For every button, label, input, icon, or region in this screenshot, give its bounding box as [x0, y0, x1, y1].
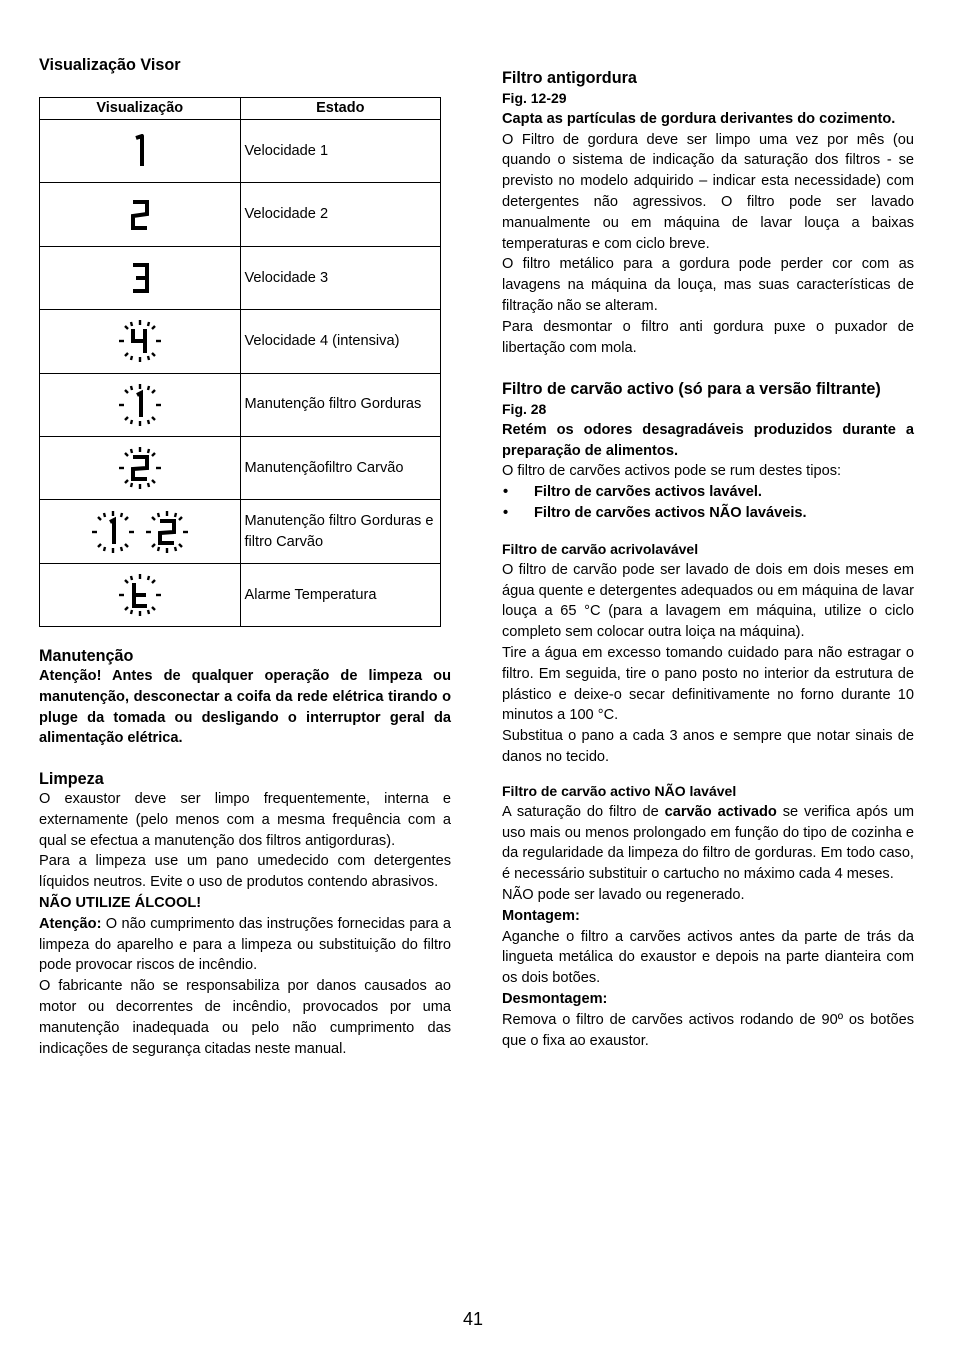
table-row	[40, 500, 441, 563]
no-alcohol-warning: NÃO UTILIZE ÁLCOOL!	[39, 894, 202, 911]
digit-2-blinking-icon	[40, 436, 241, 499]
table-row	[40, 563, 441, 626]
row-state: Manutenção filtro Gorduras	[240, 373, 441, 436]
washable-carbon-title: Filtro de carvão acrivolavável	[502, 541, 699, 557]
text-span: A saturação do filtro de	[502, 803, 665, 820]
row-state: Manutençãofiltro Carvão	[240, 436, 441, 499]
figure-reference: Fig. 12-29	[502, 90, 567, 106]
display-table	[39, 97, 441, 627]
cleaning-paragraph: O exaustor deve ser limpo frequentemente, interna e externamente (pelo menos com a mesma frequência com a qual se efectua a manutenção dos filtros antigorduras).	[39, 791, 451, 849]
activated-carbon-term: carvão activado	[664, 803, 777, 820]
table-row	[40, 246, 441, 309]
t-blinking-icon	[40, 563, 241, 626]
col-header-estado: Estado	[240, 98, 441, 120]
grease-filter-paragraph: Para desmontar o filtro anti gordura puxe o puxador de libertação com mola.	[502, 318, 914, 356]
non-washable-carbon-title: Filtro de carvão activo NÃO lavável	[502, 783, 737, 799]
digit-4-blinking-icon	[40, 310, 241, 373]
table-row	[40, 120, 441, 183]
assembly-text: Aganche o filtro a carvões activos antes da parte de trás da lingueta metálica do exaustor e depois na parte dianteira com os dois botões.	[502, 928, 914, 987]
attention-text: O não cumprimento das instruções fornecidas para a limpeza do aparelho e para a limpeza ou substituição do filtro pode provocar riscos de incêndio.	[39, 915, 451, 974]
digit-2-icon	[40, 183, 241, 246]
row-state: Alarme Temperatura	[240, 563, 441, 626]
non-washable-carbon-section	[502, 781, 914, 1051]
washable-carbon-paragraph: O filtro de carvão pode ser lavado de dois em dois meses em água quente e detergentes adequados ou em máquina de lavar louça a 65 °C (para a lavagem em máquina, utilize o ciclo completo sem colocar outra loiça na máquina).	[502, 561, 914, 641]
attention-label: Atenção:	[39, 915, 102, 932]
carbon-filter-intro: O filtro de carvões activos pode se rum destes tipos:	[502, 463, 842, 480]
list-item: • Filtro de carvões activos NÃO laváveis.	[502, 503, 914, 524]
page-number: 41	[463, 1309, 484, 1329]
grease-filter-paragraph: O Filtro de gordura deve ser limpo uma vez por mês (ou quando o sistema de indicação da saturação dos filtros - se previsto no modelo adquirido – indicar esta necessidade) com detergentes não agressivos. O filtro pode ser lavado manualmente ou em máquina de lavar louça a baixas temperaturas e com ciclo breve.	[502, 131, 914, 252]
row-state: Velocidade 3	[240, 246, 441, 309]
cleaning-paragraph: O fabricante não se responsabiliza por danos causados ao motor ou decorrentes de incêndio, provocados por uma manutenção inadequada ou pelo não cumprimento das indicações de segurança citadas neste manual.	[39, 978, 451, 1057]
grease-filter-lead: Capta as partículas de gordura derivantes do cozimento.	[502, 110, 896, 127]
maintenance-warning: Atenção! Antes de qualquer operação de limpeza ou manutenção, desconectar a coifa da rede elétrica tirando o pluge da tomada ou desligando o interruptor geral da alimentação elétrica.	[39, 668, 451, 747]
row-state: Velocidade 2	[240, 183, 441, 246]
washable-carbon-paragraph: Tire a água em excesso tomando cuidado para não estragar o filtro. Em seguida, tire o pano posto no interior da estrutura de plástico e deixe-o secar definitivamente no forno durante 10 minutos a 100 °C.	[502, 644, 914, 724]
table-row	[40, 373, 441, 436]
digits-1-2-blinking-icon	[40, 500, 241, 563]
cleaning-paragraph	[39, 914, 451, 976]
display-title: Visualização Visor	[39, 56, 181, 74]
maintenance-title: Manutenção	[39, 647, 134, 665]
grease-filter-title: Filtro antigordura	[502, 69, 637, 87]
non-washable-carbon-paragraph: NÃO pode ser lavado ou regenerado.	[502, 886, 745, 903]
washable-carbon-section	[502, 539, 914, 768]
figure-reference: Fig. 28	[502, 401, 547, 417]
col-header-visualizacao: Visualização	[40, 98, 241, 120]
row-state: Manutenção filtro Gorduras e filtro Carvão	[240, 500, 441, 563]
row-state: Velocidade 1	[240, 120, 441, 183]
non-washable-carbon-paragraph	[502, 802, 914, 885]
grease-filter-paragraph: O filtro metálico para a gordura pode perder cor com as lavagens na máquina da louça, mas suas características de filtração não se alteram.	[502, 256, 914, 314]
assembly-label: Montagem:	[502, 907, 580, 924]
list-item: • Filtro de carvões activos lavável.	[502, 482, 914, 503]
table-row	[40, 436, 441, 499]
disassembly-text: Remova o filtro de carvões activos rodando de 90º os botões que o fixa ao exaustor.	[502, 1011, 914, 1049]
carbon-filter-types-list	[502, 482, 914, 524]
cleaning-title: Limpeza	[39, 770, 104, 788]
carbon-filter-section	[502, 379, 914, 524]
row-state: Velocidade 4 (intensiva)	[240, 310, 441, 373]
digit-3-icon	[40, 246, 241, 309]
disassembly-label: Desmontagem:	[502, 990, 608, 1007]
table-row	[40, 183, 441, 246]
table-row	[40, 310, 441, 373]
washable-carbon-paragraph: Substitua o pano a cada 3 anos e sempre que notar sinais de danos no tecido.	[502, 728, 914, 765]
maintenance-section	[39, 646, 451, 749]
text-span: se verifica após um uso mais ou menos prolongado em função do tipo de cozinha e da regularidade da limpeza do filtro de gorduras. Em todo caso, é necessário substituir o cartucho no máximo cada 4 meses.	[502, 803, 914, 883]
digit-1-blinking-icon	[40, 373, 241, 436]
cleaning-paragraph: Para a limpeza use um pano umedecido com detergentes líquidos neutros. Evite o uso de produtos contendo abrasivos.	[39, 853, 451, 891]
digit-1-icon	[40, 120, 241, 183]
carbon-filter-lead: Retém os odores desagradáveis produzidos durante a preparação de alimentos.	[502, 421, 914, 459]
cleaning-section	[39, 769, 451, 1059]
carbon-filter-title: Filtro de carvão activo (só para a versão filtrante)	[502, 380, 881, 398]
grease-filter-section	[502, 68, 914, 358]
